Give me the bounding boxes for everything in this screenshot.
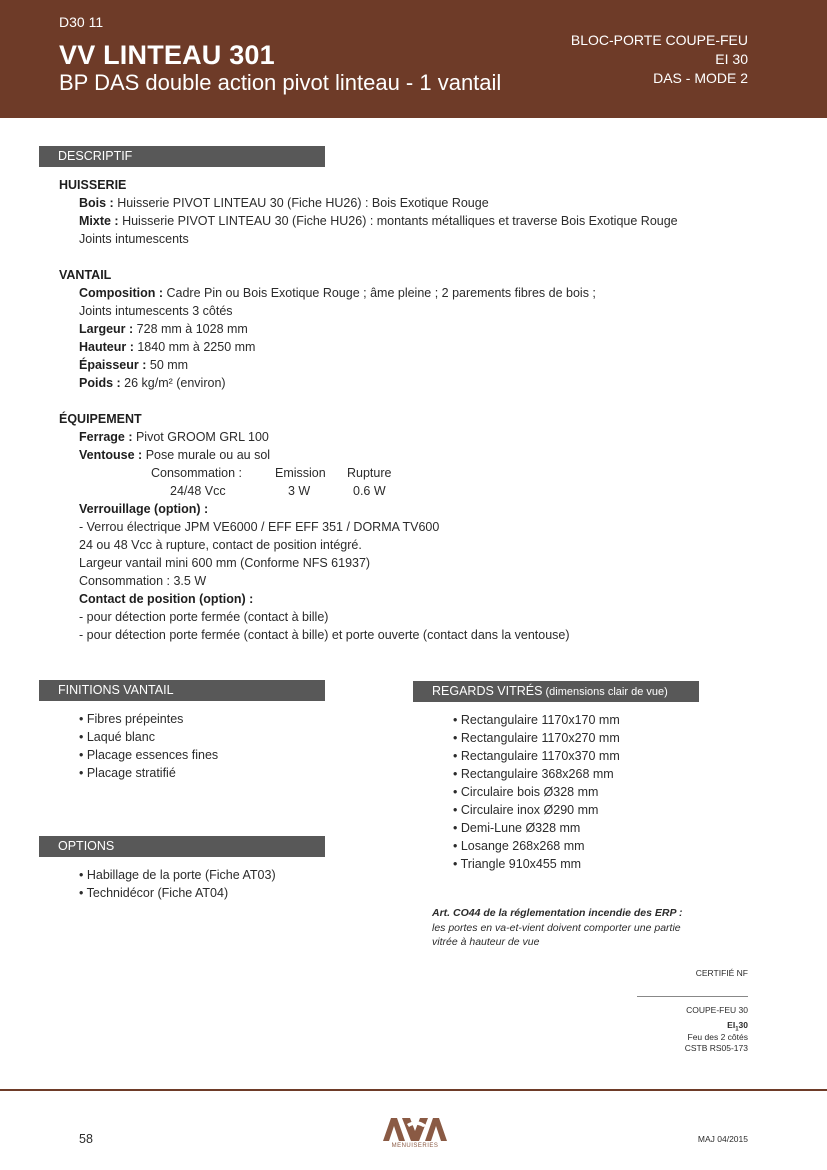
note-line: vitrée à hauteur de vue [432, 936, 540, 948]
finitions-bar-label: FINITIONS VANTAIL [58, 683, 174, 697]
feu-des-2-cotes: Feu des 2 côtés [687, 1032, 748, 1042]
descriptif-bar [39, 146, 325, 167]
ventouse-table-header-rupture: Rupture [347, 466, 392, 480]
huisserie-mixte: Mixte : Huisserie PIVOT LINTEAU 30 (Fiche HU26) : montants métalliques et traverse Bois Exotique Rouge [79, 214, 678, 228]
equipement-heading: ÉQUIPEMENT [59, 412, 142, 426]
list-item: • Fibres prépeintes [79, 712, 184, 726]
contact-label: Contact de position (option) : [79, 592, 254, 606]
logo-mark-icon [383, 1114, 447, 1144]
equipement-ferrage: Ferrage : Pivot GROOM GRL 100 [79, 430, 269, 444]
list-item: • Placage essences fines [79, 748, 219, 762]
coupe-feu-label: COUPE-FEU 30 [686, 1005, 748, 1015]
verrouillage-line: - Verrou électrique JPM VE6000 / EFF EFF 351 / DORMA TV600 [79, 520, 440, 534]
list-item: • Circulaire inox Ø290 mm [453, 803, 599, 817]
list-item: • Circulaire bois Ø328 mm [453, 785, 599, 799]
list-item: • Rectangulaire 1170x170 mm [453, 713, 620, 727]
vantail-poids: Poids : 26 kg/m² (environ) [79, 376, 226, 390]
page-number: 58 [79, 1132, 93, 1146]
options-bar [39, 836, 325, 857]
fire-rating: EI 30 [715, 51, 748, 67]
list-item: • Triangle 910x455 mm [453, 857, 582, 871]
header-banner [0, 0, 827, 118]
ventouse-table-value-consommation: 24/48 Vcc [170, 484, 226, 498]
vantail-hauteur: Hauteur : 1840 mm à 2250 mm [79, 340, 256, 354]
logo-text: MENUISERIES [391, 1143, 439, 1149]
verrouillage-line: 24 ou 48 Vcc à rupture, contact de position intégré. [79, 538, 362, 552]
cstb-reference: CSTB RS05-173 [684, 1043, 748, 1053]
ei-rating: $EI_130$ [727, 1020, 748, 1033]
list-item: • Technidécor (Fiche AT04) [79, 886, 229, 900]
list-item: • Rectangulaire 1170x270 mm [453, 731, 620, 745]
verrouillage-line: Largeur vantail mini 600 mm (Conforme NFS 61937) [79, 556, 371, 570]
vantail-composition-line2: Joints intumescents 3 côtés [79, 304, 233, 318]
list-item: • Rectangulaire 368x268 mm [453, 767, 614, 781]
ventouse-table-value-rupture: 0.6 W [353, 484, 386, 498]
doc-code: D30 11 [59, 14, 104, 30]
finitions-bar [39, 680, 325, 701]
company-logo [383, 1114, 447, 1152]
note-title: Art. CO44 de la réglementation incendie des ERP : [432, 907, 683, 919]
certifie-nf: CERTIFIÉ NF [695, 968, 748, 978]
regards-bar-label: REGARDS VITRÉS [432, 684, 543, 698]
vantail-largeur: Largeur : 728 mm à 1028 mm [79, 322, 248, 336]
doc-title: VV LINTEAU 301 [59, 40, 275, 70]
list-item: • Demi-Lune Ø328 mm [453, 821, 581, 835]
vantail-heading: VANTAIL [59, 268, 112, 282]
equipement-ventouse: Ventouse : Pose murale ou au sol [79, 448, 271, 462]
verrouillage-line: Consommation : 3.5 W [79, 574, 207, 588]
certification-divider [637, 996, 748, 997]
ventouse-table-header-emission: Emission [275, 466, 326, 480]
update-date: MAJ 04/2015 [697, 1134, 748, 1144]
regards-bar-note: (dimensions clair de vue) [542, 686, 668, 698]
vantail-composition: Composition : Cadre Pin ou Bois Exotique Rouge ; âme pleine ; 2 parements fibres de bois ; [79, 286, 596, 300]
note-line: les portes en va-et-vient doivent comporter une partie [432, 922, 681, 934]
huisserie-bois: Bois : Huisserie PIVOT LINTEAU 30 (Fiche HU26) : Bois Exotique Rouge [79, 196, 489, 210]
huisserie-joints: Joints intumescents [79, 232, 189, 246]
footer-divider [0, 1089, 827, 1091]
list-item: • Placage stratifié [79, 766, 176, 780]
descriptif-bar-label: DESCRIPTIF [58, 149, 133, 163]
list-item: • Rectangulaire 1170x370 mm [453, 749, 620, 763]
vantail-epaisseur: Épaisseur : 50 mm [79, 358, 189, 372]
list-item: • Laqué blanc [79, 730, 155, 744]
ventouse-table-header-consommation: Consommation : [151, 466, 243, 480]
das-mode: DAS - MODE 2 [653, 70, 748, 86]
verrouillage-label: Verrouillage (option) : [79, 502, 209, 516]
options-bar-label: OPTIONS [58, 839, 115, 853]
list-item: • Habillage de la porte (Fiche AT03) [79, 868, 276, 882]
regards-bar [413, 681, 699, 702]
list-item: • Losange 268x268 mm [453, 839, 585, 853]
product-category: BLOC-PORTE COUPE-FEU [570, 32, 748, 48]
ventouse-table-value-emission: 3 W [288, 484, 311, 498]
contact-line: - pour détection porte fermée (contact à bille) [79, 610, 329, 624]
doc-subtitle: BP DAS double action pivot linteau - 1 vantail [59, 70, 502, 95]
huisserie-heading: HUISSERIE [59, 178, 127, 192]
contact-line: - pour détection porte fermée (contact à bille) et porte ouverte (contact dans la ventouse) [79, 628, 570, 642]
